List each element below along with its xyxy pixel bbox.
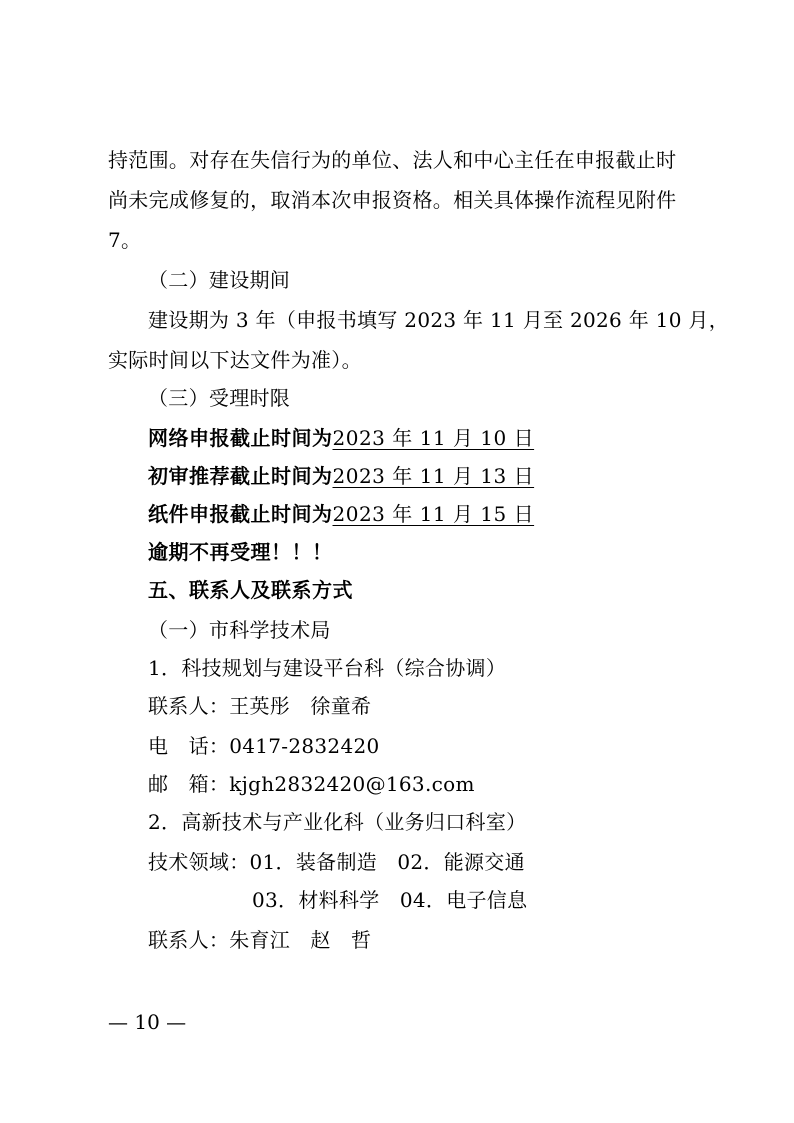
paragraph-line: 7。 [108,228,142,252]
deadline-date: 2023 年 11 月 10 日 [332,426,535,450]
section-heading: （二）建设期间 [148,268,291,292]
paragraph-line: 持范围。对存在失信行为的单位、法人和中心主任在申报截止时 [108,148,677,172]
section-heading: （三）受理时限 [148,386,291,410]
deadline-paper [148,500,534,528]
item-title: 1．科技规划与建设平台科（综合协调） [148,656,507,680]
page-number: — 10 — [108,1010,187,1034]
paragraph-line: 尚未完成修复的，取消本次申报资格。相关具体操作流程见附件 [108,188,677,212]
subheading: （一）市科学技术局 [148,618,331,642]
paragraph-line: 实际时间以下达文件为准）。 [108,348,362,372]
deadline-label: 初审推荐截止时间为 [148,464,333,488]
contact-email: 邮 箱：kjgh2832420@163.com [148,772,475,796]
deadline-initial [148,462,534,490]
section-heading: 五、联系人及联系方式 [148,578,353,602]
tech-fields: 03．材料科学 04．电子信息 [252,888,528,912]
contact-persons: 联系人：王英彤 徐童希 [148,694,372,718]
contact-phone: 电 话：0417-2832420 [148,734,380,758]
deadline-label: 网络申报截止时间为 [148,426,333,450]
deadline-date: 2023 年 11 月 15 日 [332,502,535,526]
deadline-online [148,424,534,452]
deadline-date: 2023 年 11 月 13 日 [332,464,535,488]
deadline-label: 纸件申报截止时间为 [148,502,333,526]
item-title: 2．高新技术与产业化科（业务归口科室） [148,810,527,834]
overdue-notice: 逾期不再受理！！！ [148,540,333,564]
tech-fields: 技术领域：01．装备制造 02．能源交通 [148,850,525,874]
contact-persons: 联系人：朱育江 赵 哲 [148,928,372,952]
paragraph-line: 建设期为 3 年（申报书填写 2023 年 11 月至 2026 年 10 月， [148,308,729,332]
